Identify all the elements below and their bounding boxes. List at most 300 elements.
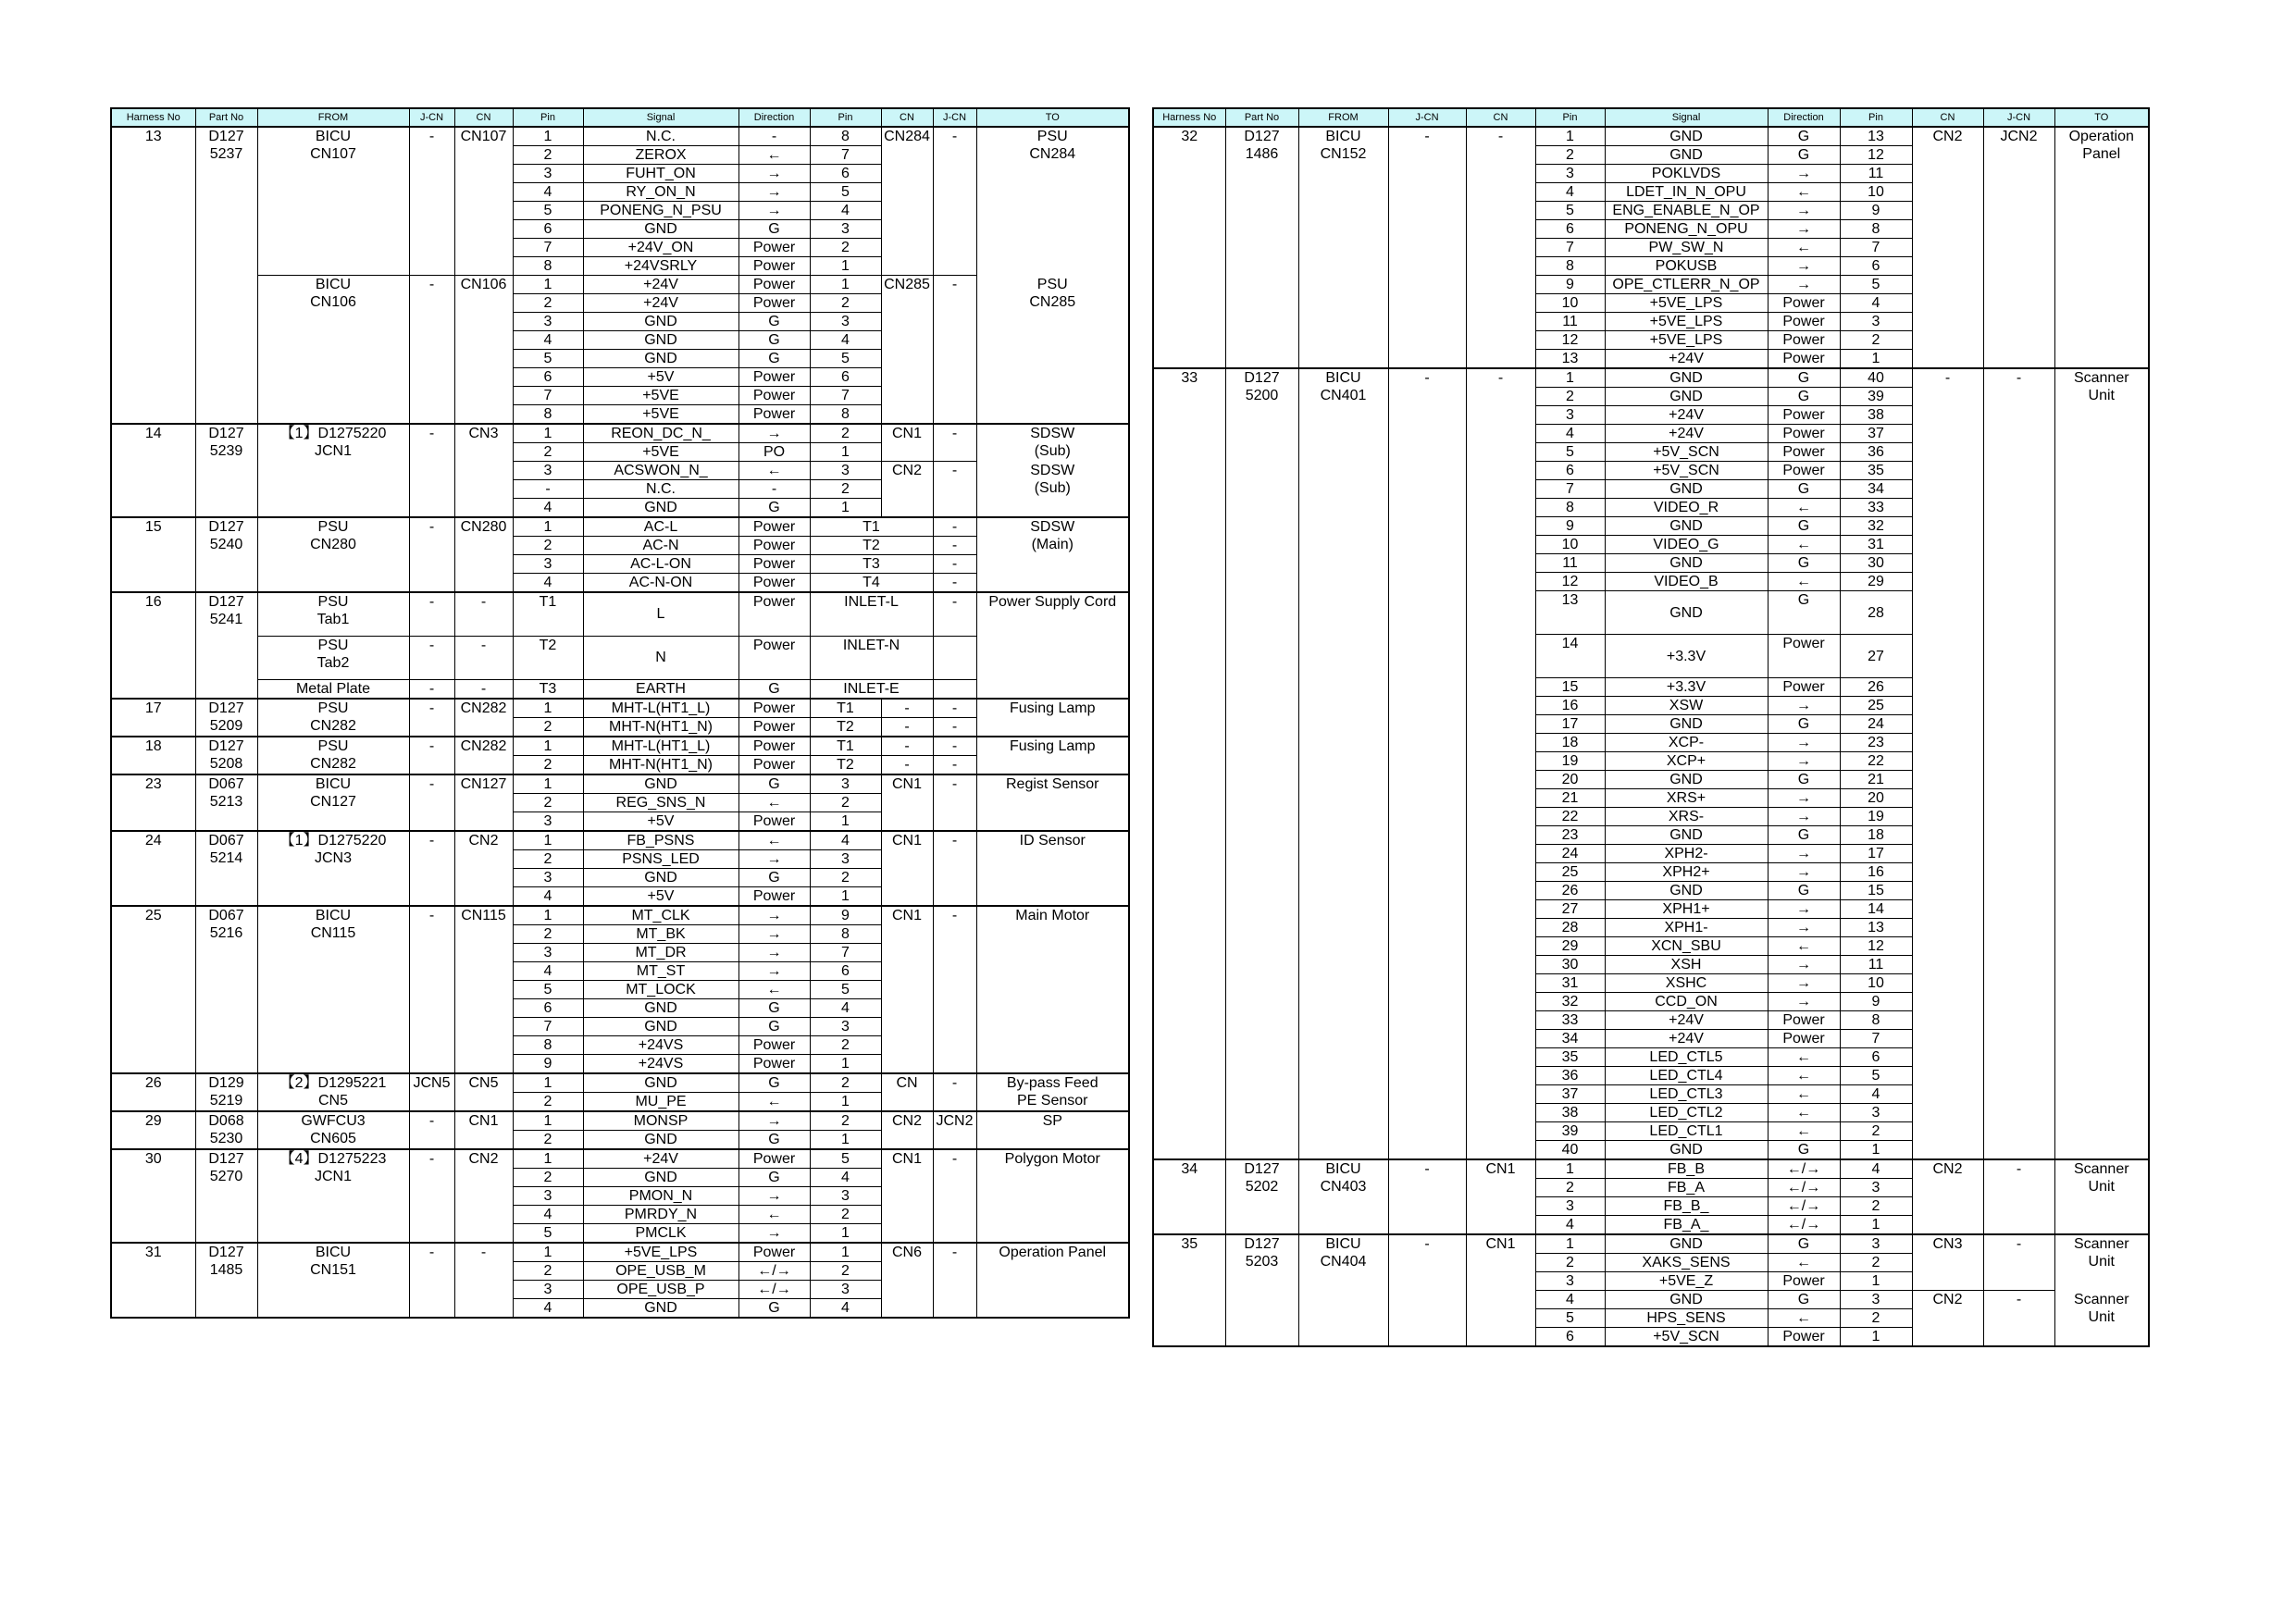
to-cn-cell: CN1: [881, 831, 933, 906]
to-jcn-cell: -: [933, 517, 976, 537]
part-no-cell: D127 5203: [1225, 1234, 1298, 1346]
signal-cell: XRS-: [1605, 808, 1768, 826]
pin-cell: 37: [1535, 1085, 1605, 1104]
column-header: Pin: [810, 108, 881, 127]
to-pin-cell: 11: [1840, 956, 1912, 974]
pin-cell: 1: [1535, 127, 1605, 146]
to-cell: PSU CN285: [976, 276, 1129, 425]
to-cn-cell: -: [881, 737, 933, 756]
from-cell: PSU CN282: [257, 737, 409, 774]
signal-cell: +24V: [1605, 406, 1768, 425]
to-pin-cell: 8: [810, 405, 881, 425]
signal-cell: XSHC: [1605, 974, 1768, 993]
signal-cell: GND: [1605, 715, 1768, 734]
table-row: [1153, 368, 2149, 388]
to-pin-cell: 18: [1840, 826, 1912, 845]
column-header: Signal: [1605, 108, 1768, 127]
direction-cell: G: [738, 499, 810, 518]
pin-cell: 4: [513, 961, 583, 980]
pin-cell: 13: [1535, 350, 1605, 369]
direction-cell: ←: [1768, 1104, 1840, 1122]
signal-cell: MT_DR: [583, 943, 738, 961]
from-cn-cell: -: [454, 592, 513, 636]
from-jcn-cell: -: [409, 831, 454, 906]
direction-cell: Power: [1768, 1272, 1840, 1291]
part-no-cell: D127 5239: [195, 424, 257, 517]
from-jcn-cell: -: [409, 592, 454, 636]
from-cell: Metal Plate: [257, 679, 409, 699]
signal-cell: MHT-N(HT1_N): [583, 755, 738, 774]
direction-cell: ←: [738, 831, 810, 850]
pin-cell: 2: [513, 146, 583, 165]
column-header: Part No: [195, 108, 257, 127]
to-pin-cell: 29: [1840, 573, 1912, 591]
direction-cell: G: [738, 1168, 810, 1186]
signal-cell: HPS_SENS: [1605, 1309, 1768, 1328]
harness-no-cell: 25: [111, 906, 195, 1073]
pin-cell: 3: [513, 868, 583, 886]
part-no-cell: D127 5200: [1225, 368, 1298, 1159]
to-pin-cell: 3: [810, 1017, 881, 1035]
pin-cell: 1: [1535, 1159, 1605, 1179]
signal-cell: XCN_SBU: [1605, 937, 1768, 956]
pin-cell: 17: [1535, 715, 1605, 734]
to-pin-cell: 24: [1840, 715, 1912, 734]
from-cell: BICU CN107: [257, 127, 409, 276]
direction-cell: ←/→: [738, 1261, 810, 1280]
direction-cell: →: [1768, 752, 1840, 771]
signal-cell: GND: [1605, 554, 1768, 573]
from-jcn-cell: -: [409, 1149, 454, 1243]
to-cn-cell: CN2: [1912, 1291, 1983, 1347]
to-pin-cell: 4: [1840, 1085, 1912, 1104]
to-pin-cell: 6: [1840, 1048, 1912, 1067]
signal-cell: REON_DC_N_: [583, 424, 738, 443]
pin-cell: 6: [1535, 220, 1605, 239]
to-pin-cell: 7: [1840, 1030, 1912, 1048]
signal-cell: GND: [1605, 368, 1768, 388]
pin-cell: 3: [1535, 1272, 1605, 1291]
pin-cell: 3: [1535, 1197, 1605, 1216]
direction-cell: →: [738, 424, 810, 443]
to-pin-cell: 17: [1840, 845, 1912, 863]
signal-cell: LED_CTL5: [1605, 1048, 1768, 1067]
pin-cell: 27: [1535, 900, 1605, 919]
pin-cell: 2: [513, 1092, 583, 1111]
to-pin-cell: T1: [810, 737, 881, 756]
pin-cell: 4: [513, 1298, 583, 1318]
pin-cell: 2: [513, 793, 583, 812]
direction-cell: G: [1768, 554, 1840, 573]
to-jcn-cell: -: [1983, 368, 2054, 1159]
direction-cell: ←/→: [1768, 1197, 1840, 1216]
to-cn-cell: -: [881, 699, 933, 718]
to-pin-cell: 2: [810, 868, 881, 886]
direction-cell: Power: [1768, 331, 1840, 350]
column-header: Direction: [738, 108, 810, 127]
signal-cell: +5VE: [583, 405, 738, 425]
to-pin-cell: 4: [1840, 1159, 1912, 1179]
to-pin-cell: T1: [810, 517, 933, 537]
signal-cell: GND: [1605, 146, 1768, 165]
to-pin-cell: 1: [1840, 1272, 1912, 1291]
to-pin-cell: 38: [1840, 406, 1912, 425]
direction-cell: ←: [1768, 1067, 1840, 1085]
direction-cell: ←: [1768, 499, 1840, 517]
from-cn-cell: -: [454, 679, 513, 699]
pin-cell: 4: [513, 499, 583, 518]
from-jcn-cell: -: [1388, 368, 1466, 1159]
from-cn-cell: CN1: [1466, 1159, 1535, 1234]
signal-cell: XSH: [1605, 956, 1768, 974]
pin-cell: 2: [513, 1168, 583, 1186]
pin-cell: 6: [513, 998, 583, 1017]
direction-cell: ←/→: [1768, 1216, 1840, 1235]
from-jcn-cell: -: [409, 276, 454, 425]
pin-cell: 2: [513, 443, 583, 462]
signal-cell: GND: [583, 1168, 738, 1186]
to-pin-cell: 34: [1840, 480, 1912, 499]
part-no-cell: D127 5208: [195, 737, 257, 774]
table-row: [111, 1243, 1129, 1262]
to-pin-cell: T2: [810, 717, 881, 737]
to-jcn-cell: -: [933, 906, 976, 1073]
harness-table-right: [1152, 107, 2150, 1347]
direction-cell: →: [738, 202, 810, 220]
pin-cell: 1: [1535, 368, 1605, 388]
to-pin-cell: 10: [1840, 974, 1912, 993]
signal-cell: XPH2-: [1605, 845, 1768, 863]
pin-cell: 40: [1535, 1141, 1605, 1160]
direction-cell: →: [738, 961, 810, 980]
direction-cell: ←: [1768, 536, 1840, 554]
to-pin-cell: 9: [1840, 993, 1912, 1011]
to-pin-cell: 13: [1840, 127, 1912, 146]
table-row: [111, 424, 1129, 443]
harness-no-cell: 17: [111, 699, 195, 737]
harness-no-cell: 33: [1153, 368, 1225, 1159]
signal-cell: PW_SW_N: [1605, 239, 1768, 257]
to-pin-cell: 1: [810, 1223, 881, 1243]
from-cell: 【4】D1275223 JCN1: [257, 1149, 409, 1243]
direction-cell: Power: [1768, 1030, 1840, 1048]
from-cn-cell: -: [454, 1243, 513, 1318]
pin-cell: 1: [513, 1073, 583, 1093]
direction-cell: G: [738, 679, 810, 699]
to-pin-cell: 1: [1840, 1328, 1912, 1347]
to-pin-cell: 1: [810, 886, 881, 906]
from-cell: BICU CN115: [257, 906, 409, 1073]
to-cell: Scanner Unit: [2054, 1291, 2149, 1347]
harness-no-cell: 34: [1153, 1159, 1225, 1234]
from-cell: GWFCU3 CN605: [257, 1111, 409, 1149]
direction-cell: Power: [738, 555, 810, 574]
to-pin-cell: 2: [810, 294, 881, 313]
to-jcn-cell: -: [1983, 1159, 2054, 1234]
signal-cell: LED_CTL1: [1605, 1122, 1768, 1141]
signal-cell: +24V: [583, 294, 738, 313]
signal-cell: PMON_N: [583, 1186, 738, 1205]
to-pin-cell: 32: [1840, 517, 1912, 536]
to-pin-cell: 5: [810, 183, 881, 202]
to-pin-cell: 8: [1840, 1011, 1912, 1030]
signal-cell: MT_CLK: [583, 906, 738, 925]
pin-cell: 4: [513, 1205, 583, 1223]
direction-cell: G: [1768, 1291, 1840, 1309]
to-pin-cell: T2: [810, 537, 933, 555]
to-cn-cell: CN1: [881, 774, 933, 831]
to-cell: Scanner Unit: [2054, 1159, 2149, 1234]
to-pin-cell: T3: [810, 555, 933, 574]
column-header: CN: [454, 108, 513, 127]
direction-cell: G: [1768, 388, 1840, 406]
signal-cell: FUHT_ON: [583, 165, 738, 183]
direction-cell: G: [738, 1298, 810, 1318]
to-cn-cell: CN1: [881, 1149, 933, 1243]
signal-cell: +24VS: [583, 1054, 738, 1073]
signal-cell: +5VE_LPS: [1605, 313, 1768, 331]
column-header: J-CN: [1388, 108, 1466, 127]
to-jcn-cell: -: [933, 755, 976, 774]
to-pin-cell: 4: [810, 998, 881, 1017]
to-jcn-cell: -: [933, 555, 976, 574]
table-row: [1153, 1159, 2149, 1179]
to-cn-cell: -: [1912, 368, 1983, 1159]
pin-cell: 2: [513, 755, 583, 774]
harness-no-cell: 31: [111, 1243, 195, 1318]
direction-cell: ←/→: [1768, 1179, 1840, 1197]
direction-cell: →: [1768, 900, 1840, 919]
direction-cell: Power: [738, 387, 810, 405]
pin-cell: 33: [1535, 1011, 1605, 1030]
from-jcn-cell: -: [409, 906, 454, 1073]
part-no-cell: D067 5216: [195, 906, 257, 1073]
pin-cell: T3: [513, 679, 583, 699]
signal-cell: EARTH: [583, 679, 738, 699]
to-pin-cell: 3: [810, 220, 881, 239]
direction-cell: Power: [738, 257, 810, 276]
signal-cell: XAKS_SENS: [1605, 1254, 1768, 1272]
direction-cell: G: [1768, 771, 1840, 789]
to-pin-cell: 16: [1840, 863, 1912, 882]
direction-cell: ←: [738, 793, 810, 812]
to-pin-cell: 1: [810, 276, 881, 294]
to-pin-cell: 9: [1840, 202, 1912, 220]
pin-cell: 2: [513, 537, 583, 555]
pin-cell: 1: [513, 517, 583, 537]
table-row: [1153, 127, 2149, 146]
direction-cell: G: [1768, 826, 1840, 845]
pin-cell: 3: [513, 1280, 583, 1298]
to-cn-cell: CN285: [881, 276, 933, 425]
signal-cell: +24V: [583, 276, 738, 294]
to-jcn-cell: -: [933, 424, 976, 462]
pin-cell: 6: [513, 368, 583, 387]
part-no-cell: D067 5213: [195, 774, 257, 831]
direction-cell: →: [738, 183, 810, 202]
direction-cell: ←: [1768, 1048, 1840, 1067]
to-pin-cell: 27: [1840, 635, 1912, 678]
signal-cell: N.C.: [583, 127, 738, 146]
pin-cell: 10: [1535, 294, 1605, 313]
pin-cell: 1: [513, 737, 583, 756]
column-header: CN: [1912, 108, 1983, 127]
direction-cell: →: [1768, 734, 1840, 752]
signal-cell: +5VE: [583, 443, 738, 462]
pin-cell: 1: [513, 1243, 583, 1262]
signal-cell: +24V: [583, 1149, 738, 1169]
from-cn-cell: CN1: [1466, 1234, 1535, 1346]
pin-cell: 9: [513, 1054, 583, 1073]
to-jcn-cell: -: [933, 537, 976, 555]
signal-cell: MHT-N(HT1_N): [583, 717, 738, 737]
to-pin-cell: 1: [810, 443, 881, 462]
pin-cell: 14: [1535, 635, 1605, 678]
direction-cell: Power: [738, 517, 810, 537]
from-cn-cell: CN1: [454, 1111, 513, 1149]
direction-cell: →: [738, 1186, 810, 1205]
harness-table-left: [110, 107, 1130, 1319]
signal-cell: +5VE_Z: [1605, 1272, 1768, 1291]
pin-cell: 29: [1535, 937, 1605, 956]
pin-cell: 21: [1535, 789, 1605, 808]
to-pin-cell: 3: [810, 774, 881, 794]
signal-cell: VIDEO_R: [1605, 499, 1768, 517]
to-pin-cell: 1: [1840, 350, 1912, 369]
to-pin-cell: 1: [1840, 1216, 1912, 1235]
column-header: Pin: [1840, 108, 1912, 127]
to-pin-cell: 15: [1840, 882, 1912, 900]
to-pin-cell: 19: [1840, 808, 1912, 826]
signal-cell: REG_SNS_N: [583, 793, 738, 812]
to-pin-cell: 35: [1840, 462, 1912, 480]
direction-cell: G: [1768, 517, 1840, 536]
pin-cell: 9: [1535, 276, 1605, 294]
to-pin-cell: 2: [810, 1261, 881, 1280]
direction-cell: G: [738, 774, 810, 794]
part-no-cell: D129 5219: [195, 1073, 257, 1111]
direction-cell: Power: [738, 636, 810, 679]
to-cell: Operation Panel: [2054, 127, 2149, 368]
to-pin-cell: 6: [810, 165, 881, 183]
signal-cell: ACSWON_N_: [583, 462, 738, 480]
from-cn-cell: CN2: [454, 1149, 513, 1243]
direction-cell: Power: [738, 592, 810, 636]
direction-cell: →: [1768, 974, 1840, 993]
signal-cell: GND: [1605, 517, 1768, 536]
direction-cell: G: [1768, 480, 1840, 499]
to-pin-cell: 14: [1840, 900, 1912, 919]
direction-cell: ←: [1768, 1309, 1840, 1328]
pin-cell: 7: [1535, 239, 1605, 257]
pin-cell: 4: [1535, 183, 1605, 202]
to-pin-cell: INLET-E: [810, 679, 933, 699]
direction-cell: →: [1768, 697, 1840, 715]
to-jcn-cell: [933, 679, 976, 699]
signal-cell: XRS+: [1605, 789, 1768, 808]
to-pin-cell: 6: [810, 961, 881, 980]
to-jcn-cell: -: [933, 574, 976, 593]
direction-cell: Power: [738, 368, 810, 387]
direction-cell: G: [738, 1130, 810, 1149]
signal-cell: +5V: [583, 812, 738, 831]
to-pin-cell: 3: [1840, 1291, 1912, 1309]
to-cell: Fusing Lamp: [976, 737, 1129, 774]
to-cell: Fusing Lamp: [976, 699, 1129, 737]
to-pin-cell: 36: [1840, 443, 1912, 462]
pin-cell: 2: [513, 1130, 583, 1149]
pin-cell: 6: [1535, 1328, 1605, 1347]
from-jcn-cell: -: [409, 1111, 454, 1149]
to-jcn-cell: -: [933, 699, 976, 718]
to-pin-cell: T2: [810, 755, 881, 774]
from-jcn-cell: -: [409, 737, 454, 774]
to-cell: By-pass Feed PE Sensor: [976, 1073, 1129, 1111]
direction-cell: G: [1768, 882, 1840, 900]
pin-cell: 4: [1535, 1216, 1605, 1235]
signal-cell: VIDEO_G: [1605, 536, 1768, 554]
direction-cell: →: [738, 906, 810, 925]
signal-cell: PONENG_N_OPU: [1605, 220, 1768, 239]
to-pin-cell: 22: [1840, 752, 1912, 771]
to-jcn-cell: -: [933, 774, 976, 831]
to-pin-cell: 12: [1840, 937, 1912, 956]
to-cn-cell: CN1: [881, 424, 933, 462]
pin-cell: 28: [1535, 919, 1605, 937]
column-header: J-CN: [1983, 108, 2054, 127]
column-header: Pin: [1535, 108, 1605, 127]
column-header: CN: [1466, 108, 1535, 127]
from-jcn-cell: -: [409, 679, 454, 699]
to-pin-cell: 4: [810, 831, 881, 850]
signal-cell: PMRDY_N: [583, 1205, 738, 1223]
column-header: FROM: [1298, 108, 1388, 127]
signal-cell: XCP+: [1605, 752, 1768, 771]
direction-cell: Power: [738, 737, 810, 756]
direction-cell: Power: [1768, 635, 1840, 678]
from-cell: PSU Tab2: [257, 636, 409, 679]
column-header: Part No: [1225, 108, 1298, 127]
to-pin-cell: 2: [810, 480, 881, 499]
signal-cell: GND: [583, 774, 738, 794]
to-cell: Main Motor: [976, 906, 1129, 1073]
column-header: CN: [881, 108, 933, 127]
direction-cell: Power: [738, 574, 810, 593]
direction-cell: Power: [1768, 1011, 1840, 1030]
to-pin-cell: 3: [1840, 1179, 1912, 1197]
direction-cell: G: [738, 868, 810, 886]
pin-cell: 8: [1535, 257, 1605, 276]
to-pin-cell: 31: [1840, 536, 1912, 554]
to-jcn-cell: -: [1983, 1291, 2054, 1347]
to-pin-cell: 1: [810, 1130, 881, 1149]
direction-cell: ←: [1768, 1085, 1840, 1104]
harness-no-cell: 18: [111, 737, 195, 774]
to-jcn-cell: -: [933, 276, 976, 425]
direction-cell: Power: [1768, 313, 1840, 331]
pin-cell: 34: [1535, 1030, 1605, 1048]
pin-cell: 19: [1535, 752, 1605, 771]
direction-cell: Power: [738, 1054, 810, 1073]
harness-no-cell: 16: [111, 592, 195, 699]
from-jcn-cell: -: [409, 774, 454, 831]
direction-cell: -: [738, 127, 810, 146]
harness-no-cell: 30: [111, 1149, 195, 1243]
pin-cell: 26: [1535, 882, 1605, 900]
signal-cell: +5VE_LPS: [583, 1243, 738, 1262]
signal-cell: AC-N: [583, 537, 738, 555]
harness-no-cell: 23: [111, 774, 195, 831]
